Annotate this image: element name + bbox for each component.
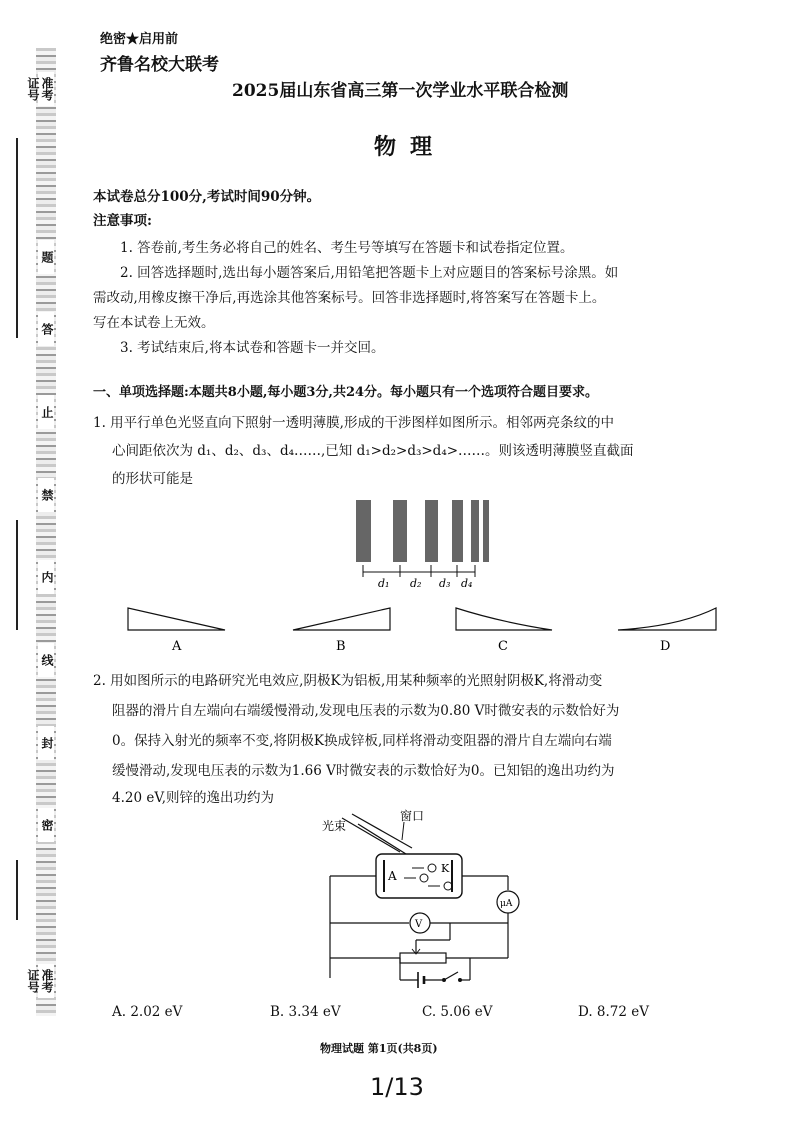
strip-label: 准考证号 (38, 72, 54, 106)
option-a-shape (128, 608, 225, 630)
q2-line: 2. 用如图所示的电路研究光电效应,阴极K为铝板,用某种频率的光照射阴极K,将滑动变 (93, 673, 603, 689)
fringe-label: d₃ (439, 577, 451, 590)
fringe-bar (425, 500, 438, 562)
fringe-label: d₁ (378, 577, 390, 590)
fringe-bar (393, 500, 407, 562)
strip-label: 准考证号 (38, 964, 54, 998)
q1-line: 心间距依次为 d₁、d₂、d₃、d₄……,已知 d₁>d₂>d₃>d₄>……。则该透明薄膜竖直截面 (112, 443, 634, 459)
option-label: D (660, 639, 671, 654)
q1-line: 的形状可能是 (112, 471, 193, 487)
exam-title: 2025届山东省高三第一次学业水平联合检测 (232, 81, 569, 101)
strip-label: 禁 (38, 478, 54, 512)
organizer-name: 齐鲁名校大联考 (100, 55, 219, 75)
secret-label: 绝密★启用前 (100, 32, 179, 47)
fringe-label: d₂ (410, 577, 422, 590)
window-label: 窗口 (400, 809, 425, 823)
option-label: B (336, 639, 346, 654)
binding-line (16, 138, 18, 338)
q2-option-b: B. 3.34 eV (270, 1004, 341, 1020)
strip-label: 止 (38, 395, 54, 429)
rheostat (400, 953, 446, 963)
strip-label: 封 (38, 726, 54, 760)
subject-title: 物理 (374, 134, 447, 160)
anode-label: A (388, 869, 397, 883)
binding-line (16, 520, 18, 630)
notice-title: 注意事项: (93, 213, 152, 229)
notice-item: 需改动,用橡皮擦干净后,再选涂其他答案标号。回答非选择题时,将答案写在答题卡上。 (93, 290, 606, 306)
q2-line: 4.20 eV,则锌的逸出功约为 (112, 790, 275, 806)
beam-label: 光束 (322, 819, 347, 833)
fringe-bar (483, 500, 489, 562)
binding-strip (36, 48, 56, 1016)
option-b-shape (293, 608, 390, 630)
option-label: C (498, 639, 508, 654)
strip-label: 答 (38, 312, 54, 346)
photoelectric-circuit (300, 808, 530, 998)
option-d-shape (618, 608, 716, 630)
option-label: A (172, 639, 182, 654)
notice-item: 3. 考试结束后,将本试卷和答题卡一并交回。 (120, 340, 385, 356)
q2-line: 0。保持入射光的频率不变,将阴极K换成锌板,同样将滑动变阻器的滑片自左端向右端 (112, 733, 612, 749)
q2-option-c: C. 5.06 eV (422, 1004, 493, 1020)
notice-item: 1. 答卷前,考生务必将自己的姓名、考生号等填写在答题卡和试卷指定位置。 (120, 240, 574, 256)
q1-line: 1. 用平行单色光竖直向下照射一透明薄膜,形成的干涉图样如图所示。相邻两亮条纹的中 (93, 415, 614, 431)
interference-figure (340, 495, 500, 590)
q1-option-shapes (120, 600, 740, 660)
fringe-bar (452, 500, 463, 562)
voltmeter-label: V (415, 919, 423, 930)
switch (444, 972, 458, 980)
cathode-label: K (441, 862, 450, 875)
notice-item: 写在本试卷上无效。 (93, 315, 215, 331)
q2-line: 阻器的滑片自左端向右端缓慢滑动,发现电压表的示数为0.80 V时微安表的示数恰好为 (112, 703, 620, 719)
strip-label: 密 (38, 808, 54, 842)
binding-line (16, 860, 18, 920)
q2-option-a: A. 2.02 eV (112, 1004, 183, 1020)
fringe-bar (356, 500, 371, 562)
score-time: 本试卷总分100分,考试时间90分钟。 (93, 189, 321, 205)
fringe-label: d₄ (461, 577, 473, 590)
fringe-bar (471, 500, 479, 562)
strip-label: 线 (38, 643, 54, 677)
page-footer: 物理试题 第1页(共8页) (320, 1042, 438, 1055)
page-counter: 1/13 (370, 1073, 424, 1101)
option-c-shape (456, 608, 552, 630)
notice-item: 2. 回答选择题时,选出每小题答案后,用铅笔把答题卡上对应题目的答案标号涂黑。如 (120, 265, 619, 281)
strip-label: 题 (38, 240, 54, 274)
q2-option-d: D. 8.72 eV (578, 1004, 650, 1020)
strip-label: 内 (38, 560, 54, 594)
q2-line: 缓慢滑动,发现电压表的示数为1.66 V时微安表的示数恰好为0。已知铝的逸出功约为 (112, 763, 615, 779)
section-heading: 一、单项选择题:本题共8小题,每小题3分,共24分。每小题只有一个选项符合题目要求。 (93, 385, 599, 400)
microammeter-label: μA (500, 899, 513, 909)
